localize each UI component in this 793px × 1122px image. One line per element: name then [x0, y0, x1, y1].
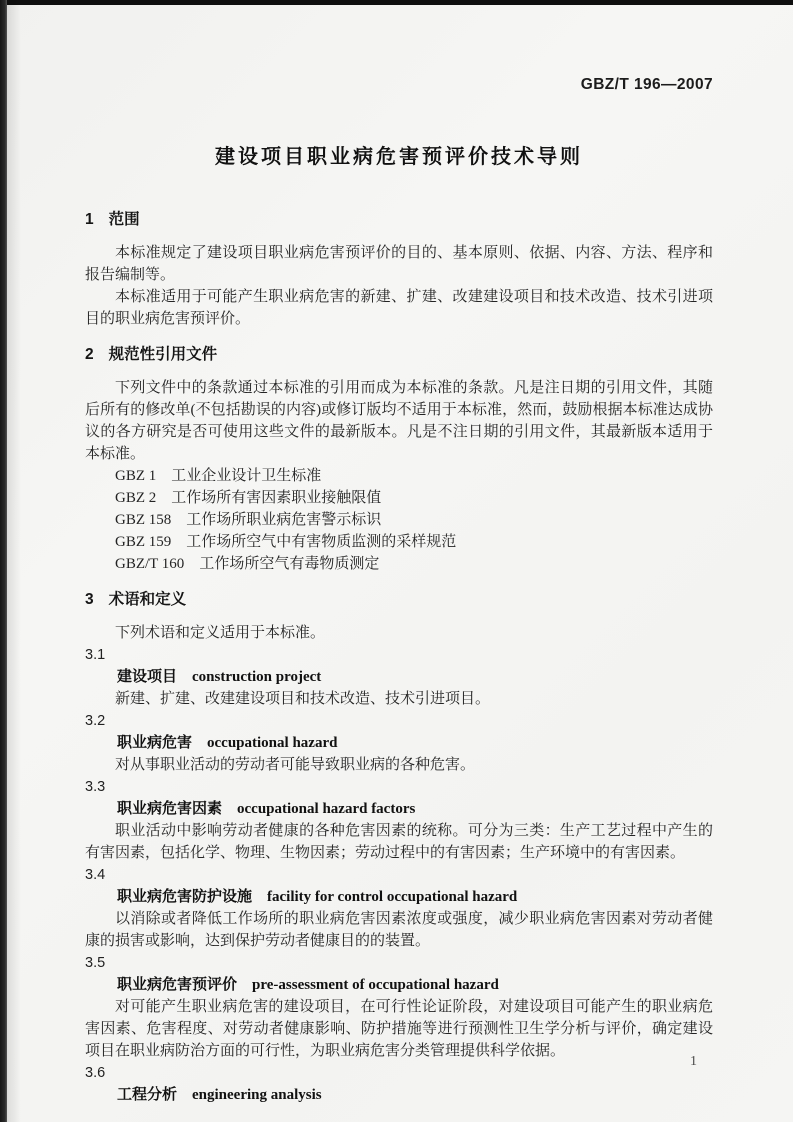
- term-3-1: [85, 644, 713, 710]
- term-number: 3.5: [85, 955, 106, 971]
- reference-line: [85, 509, 713, 531]
- term-3-5: [85, 952, 713, 1062]
- term-name-en: occupational hazard: [207, 735, 338, 751]
- term-number: 3.6: [85, 1065, 106, 1081]
- references-intro: 下列文件中的条款通过本标准的引用而成为本标准的条款。凡是注日期的引用文件，其随后所有的修改单(不包括勘误的内容)或修订版均不适用于本标准，然而，鼓励根据本标准达成协议的各方研究是否可使用这些文件的最新版本。凡是不注日期的引用文件，其最新版本适用于本标准。: [85, 380, 713, 462]
- reference-code: GBZ 2: [115, 490, 157, 506]
- term-number: 3.3: [85, 779, 106, 795]
- section-title: 规范性引用文件: [108, 346, 218, 363]
- term-3-4: [85, 864, 713, 952]
- reference-code: GBZ/T 160: [115, 556, 185, 572]
- term-definition: 对可能产生职业病危害的建设项目，在可行性论证阶段，对建设项目可能产生的职业病危害因素、危害程度、对劳动者健康影响、防护措施等进行预测性卫生学分析与评价，确定建设项目在职业病防治方面的可行性，为职业病危害分类管理提供科学依据。: [85, 999, 713, 1059]
- references-list: [85, 465, 713, 575]
- term-3-3: [85, 776, 713, 864]
- standard-code: GBZ/T 196—2007: [580, 76, 713, 93]
- terms-intro: 下列术语和定义适用于本标准。: [115, 625, 326, 641]
- term-title: [85, 666, 713, 688]
- section-3-heading: [85, 589, 713, 611]
- term-title: [85, 1084, 713, 1106]
- reference-line: [85, 553, 713, 575]
- term-name-en: construction project: [192, 669, 322, 685]
- section-number: 1: [85, 211, 94, 228]
- term-definition: 以消除或者降低工作场所的职业病危害因素浓度或强度，减少职业病危害因素对劳动者健康的损害或影响，达到保护劳动者健康目的的装置。: [85, 911, 713, 949]
- term-name-en: occupational hazard factors: [237, 801, 416, 817]
- document-title: 建设项目职业病危害预评价技术导则: [215, 146, 583, 168]
- term-title: [85, 886, 713, 908]
- term-name-zh: 职业病危害因素: [117, 800, 223, 817]
- term-definition: 新建、扩建、改建建设项目和技术改造、技术引进项目。: [115, 691, 491, 707]
- reference-title: 工作场所空气中有害物质监测的采样规范: [186, 534, 457, 550]
- term-name-zh: 职业病危害预评价: [117, 976, 238, 993]
- section-number: 2: [85, 346, 94, 363]
- section-2-heading: [85, 344, 713, 366]
- term-name-en: engineering analysis: [192, 1087, 322, 1103]
- term-name-en: facility for control occupational hazard: [267, 889, 518, 905]
- term-definition: 对从事职业活动的劳动者可能导致职业病的各种危害。: [115, 757, 476, 773]
- reference-line: [85, 487, 713, 509]
- reference-code: GBZ 159: [115, 534, 172, 550]
- reference-code: GBZ 1: [115, 468, 157, 484]
- reference-line: [85, 531, 713, 553]
- term-3-2: [85, 710, 713, 776]
- term-title: [85, 974, 713, 996]
- term-number: 3.4: [85, 867, 106, 883]
- term-name-en: pre-assessment of occupational hazard: [252, 977, 499, 993]
- term-definition: 职业活动中影响劳动者健康的各种危害因素的统称。可分为三类：生产工艺过程中产生的有害因素，包括化学、物理、生物因素；劳动过程中的有害因素；生产环境中的有害因素。: [85, 823, 713, 861]
- term-name-zh: 职业病危害防护设施: [117, 888, 253, 905]
- term-name-zh: 建设项目: [117, 668, 178, 685]
- scope-paragraph: 本标准规定了建设项目职业病危害预评价的目的、基本原则、依据、内容、方法、程序和报告编制等。: [85, 245, 713, 283]
- term-number: 3.1: [85, 647, 106, 663]
- reference-line: [85, 465, 713, 487]
- term-3-6: [85, 1062, 713, 1106]
- term-name-zh: 职业病危害: [117, 734, 193, 751]
- scope-paragraph: 本标准适用于可能产生职业病危害的新建、扩建、改建建设项目和技术改造、技术引进项目的职业病危害预评价。: [85, 289, 713, 327]
- reference-title: 工作场所空气有毒物质测定: [199, 556, 380, 572]
- reference-title: 工作场所职业病危害警示标识: [186, 512, 382, 528]
- reference-title: 工业企业设计卫生标准: [171, 468, 322, 484]
- document-content: [85, 0, 713, 1106]
- section-number: 3: [85, 591, 94, 608]
- section-1-heading: [85, 209, 713, 231]
- section-title: 范围: [108, 211, 140, 228]
- term-name-zh: 工程分析: [117, 1086, 178, 1103]
- scan-edge-shadow: [7, 0, 21, 1122]
- reference-code: GBZ 158: [115, 512, 172, 528]
- term-title: [85, 798, 713, 820]
- page-number: 1: [690, 1054, 697, 1069]
- term-number: 3.2: [85, 713, 106, 729]
- reference-title: 工作场所有害因素职业接触限值: [171, 490, 382, 506]
- scan-edge-left: [0, 0, 7, 1122]
- section-title: 术语和定义: [108, 591, 187, 608]
- term-title: [85, 732, 713, 754]
